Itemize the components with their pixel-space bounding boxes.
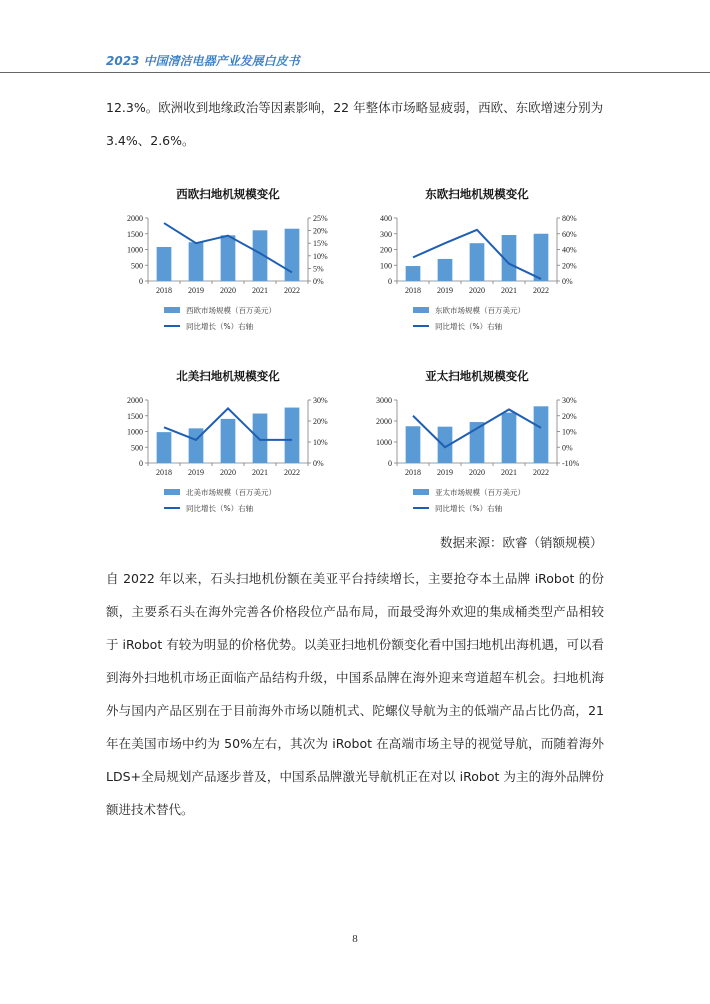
- x-tick-label: 2020: [220, 286, 236, 295]
- right-tick-label: 5%: [313, 264, 324, 274]
- chart-title: 亚太扫地机规模变化: [425, 369, 529, 383]
- left-tick-label: 300: [380, 229, 392, 239]
- chart-eastern-europe: [361, 184, 593, 344]
- chart-svg: [112, 184, 344, 344]
- x-tick-label: 2018: [156, 468, 172, 477]
- legend-label-bar: 北美市场规模（百万美元）: [186, 488, 276, 497]
- bar: [534, 406, 549, 463]
- bar: [406, 266, 421, 281]
- bar: [285, 408, 300, 463]
- right-tick-label: 0%: [313, 459, 324, 468]
- right-tick-label: 20%: [313, 417, 328, 426]
- right-tick-label: -10%: [562, 459, 580, 468]
- paragraph-body: 自 2022 年以来，石头扫地机份额在美亚平台持续增长，主要抢夺本土品牌 iRobot 的份额，主要系石头在海外完善各价格段位产品布局，而最受海外欢迎的集成桶类型产品相较于 iRobot 有较为明显的价格优势。以美亚扫地机份额变化看中国扫地机出海机遇，可以看到海外扫地机市场正面临产品结构升级，中国系品牌在海外迎来弯道超车机会。扫地机海外与国内产品区别在于目前海外市场以随机式、陀螺仪导航为主的低端产品占比仍高，21 年在美国市场中约为 50%左右，其次为 iRobot 在高端市场主导的视觉导航，而随着海外 LDS+全局规划产品逐步普及，中国系品牌激光导航机正在对以 iRobot 为主的海外品牌份额进技术替代。: [106, 571, 604, 817]
- right-tick-label: 10%: [313, 251, 328, 261]
- x-tick-label: 2020: [220, 468, 236, 477]
- x-tick-label: 2019: [437, 286, 453, 295]
- bar: [470, 243, 485, 281]
- left-tick-label: 500: [131, 443, 143, 453]
- chart-title: 西欧扫地机规模变化: [176, 187, 280, 201]
- left-tick-label: 1500: [127, 229, 143, 239]
- right-tick-label: 80%: [562, 214, 577, 223]
- legend-label-line: 同比增长（%）右轴: [435, 322, 503, 331]
- legend-swatch-bar: [413, 489, 429, 495]
- chart-svg: [361, 184, 593, 344]
- left-tick-label: 1000: [127, 245, 143, 255]
- left-tick-label: 1500: [127, 411, 143, 421]
- x-tick-label: 2019: [188, 468, 204, 477]
- bar: [221, 235, 236, 281]
- right-tick-label: 60%: [562, 229, 577, 239]
- chart-svg: [361, 366, 593, 526]
- x-tick-label: 2018: [405, 286, 421, 295]
- x-tick-label: 2022: [533, 286, 549, 295]
- left-tick-label: 2000: [127, 214, 143, 223]
- bar: [534, 234, 549, 281]
- bar: [502, 413, 517, 463]
- page-number: 8: [352, 933, 358, 945]
- left-tick-label: 500: [131, 261, 143, 271]
- legend-label-line: 同比增长（%）右轴: [186, 322, 254, 331]
- x-tick-label: 2021: [501, 286, 517, 295]
- right-tick-label: 20%: [562, 411, 577, 421]
- right-tick-label: 10%: [562, 427, 577, 437]
- bar: [157, 247, 172, 281]
- right-tick-label: 25%: [313, 214, 328, 223]
- left-tick-label: 1000: [127, 427, 143, 437]
- legend-label-bar: 东欧市场规模（百万美元）: [435, 306, 525, 315]
- bar: [189, 242, 204, 281]
- left-tick-label: 400: [380, 214, 392, 223]
- chart-north-america: [112, 366, 344, 526]
- bar: [406, 426, 421, 463]
- legend-label-bar: 亚太市场规模（百万美元）: [435, 488, 525, 497]
- left-tick-label: 100: [380, 261, 392, 271]
- left-tick-label: 2000: [127, 396, 143, 405]
- right-tick-label: 15%: [313, 239, 328, 249]
- x-tick-label: 2021: [501, 468, 517, 477]
- chart-title: 东欧扫地机规模变化: [425, 187, 529, 201]
- x-tick-label: 2018: [405, 468, 421, 477]
- chart-asia-pacific: [361, 366, 593, 526]
- document-header: 2023 中国清洁电器产业发展白皮书: [106, 54, 300, 68]
- left-tick-label: 0: [388, 277, 392, 286]
- paragraph-intro: 12.3%。欧洲收到地缘政治等因素影响，22 年整体市场略显疲弱，西欧、东欧增速分别为 3.4%、2.6%。: [106, 100, 604, 148]
- right-tick-label: 30%: [313, 396, 328, 405]
- bar: [438, 259, 453, 281]
- legend-swatch-bar: [413, 307, 429, 313]
- left-tick-label: 200: [380, 245, 392, 255]
- header-divider: [0, 72, 710, 73]
- bar: [221, 419, 236, 463]
- legend-label-bar: 西欧市场规模（百万美元）: [186, 306, 276, 315]
- right-tick-label: 0%: [562, 443, 573, 453]
- left-tick-label: 0: [139, 277, 143, 286]
- bar: [253, 414, 268, 463]
- x-tick-label: 2021: [252, 468, 268, 477]
- legend-swatch-bar: [164, 489, 180, 495]
- left-tick-label: 2000: [376, 417, 392, 426]
- legend-label-line: 同比增长（%）右轴: [435, 504, 503, 513]
- legend-label-line: 同比增长（%）右轴: [186, 504, 254, 513]
- x-tick-label: 2022: [533, 468, 549, 477]
- x-tick-label: 2019: [437, 468, 453, 477]
- x-tick-label: 2021: [252, 286, 268, 295]
- x-tick-label: 2020: [469, 286, 485, 295]
- left-tick-label: 0: [388, 459, 392, 468]
- right-tick-label: 20%: [562, 261, 577, 271]
- right-tick-label: 0%: [562, 277, 573, 286]
- bar: [157, 432, 172, 463]
- left-tick-label: 0: [139, 459, 143, 468]
- x-tick-label: 2020: [469, 468, 485, 477]
- right-tick-label: 40%: [562, 245, 577, 255]
- x-tick-label: 2022: [284, 286, 300, 295]
- right-tick-label: 20%: [313, 226, 328, 236]
- x-tick-label: 2019: [188, 286, 204, 295]
- right-tick-label: 30%: [562, 396, 577, 405]
- chart-title: 北美扫地机规模变化: [176, 369, 280, 383]
- chart-western-europe: [112, 184, 344, 344]
- chart-svg: [112, 366, 344, 526]
- left-tick-label: 3000: [376, 396, 392, 405]
- legend-swatch-bar: [164, 307, 180, 313]
- right-tick-label: 0%: [313, 277, 324, 286]
- data-source-note: 数据来源：欧睿（销额规模）: [440, 535, 603, 550]
- x-tick-label: 2018: [156, 286, 172, 295]
- right-tick-label: 10%: [313, 438, 328, 447]
- bar: [285, 229, 300, 281]
- left-tick-label: 1000: [376, 438, 392, 447]
- x-tick-label: 2022: [284, 468, 300, 477]
